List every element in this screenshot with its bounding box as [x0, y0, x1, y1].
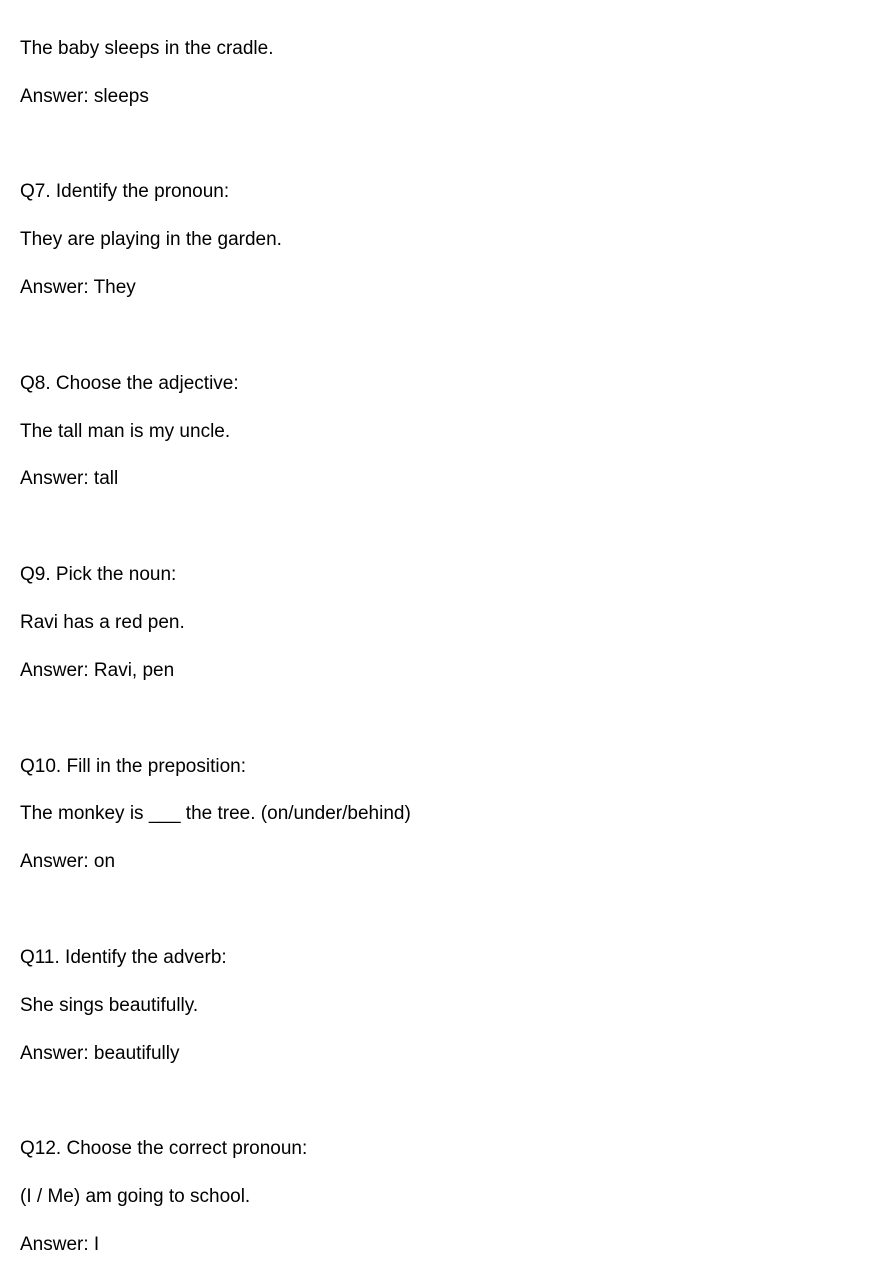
answer-text: Answer: on [20, 851, 116, 872]
sentence-text: They are playing in the garden. [20, 229, 282, 250]
sentence-text: She sings beautifully. [20, 995, 199, 1016]
answer-text: Answer: tall [20, 468, 119, 489]
question-q9: Q9. Pick the noun: [20, 564, 177, 585]
answer-text: Answer: beautifully [20, 1043, 180, 1064]
question-q7: Q7. Identify the pronoun: [20, 181, 230, 202]
sentence-text: The baby sleeps in the cradle. [20, 38, 274, 59]
question-q11: Q11. Identify the adverb: [20, 947, 227, 968]
answer-text: Answer: sleeps [20, 86, 149, 107]
answer-text: Answer: They [20, 277, 136, 298]
answer-text: Answer: I [20, 1234, 100, 1255]
question-q12: Q12. Choose the correct pronoun: [20, 1138, 308, 1159]
sentence-text: (I / Me) am going to school. [20, 1186, 251, 1207]
answer-text: Answer: Ravi, pen [20, 660, 175, 681]
sentence-text: The monkey is ___ the tree. (on/under/behind) [20, 803, 411, 824]
question-q8: Q8. Choose the adjective: [20, 373, 239, 394]
sentence-text: The tall man is my uncle. [20, 421, 231, 442]
question-q10: Q10. Fill in the preposition: [20, 756, 247, 777]
sentence-text: Ravi has a red pen. [20, 612, 185, 633]
